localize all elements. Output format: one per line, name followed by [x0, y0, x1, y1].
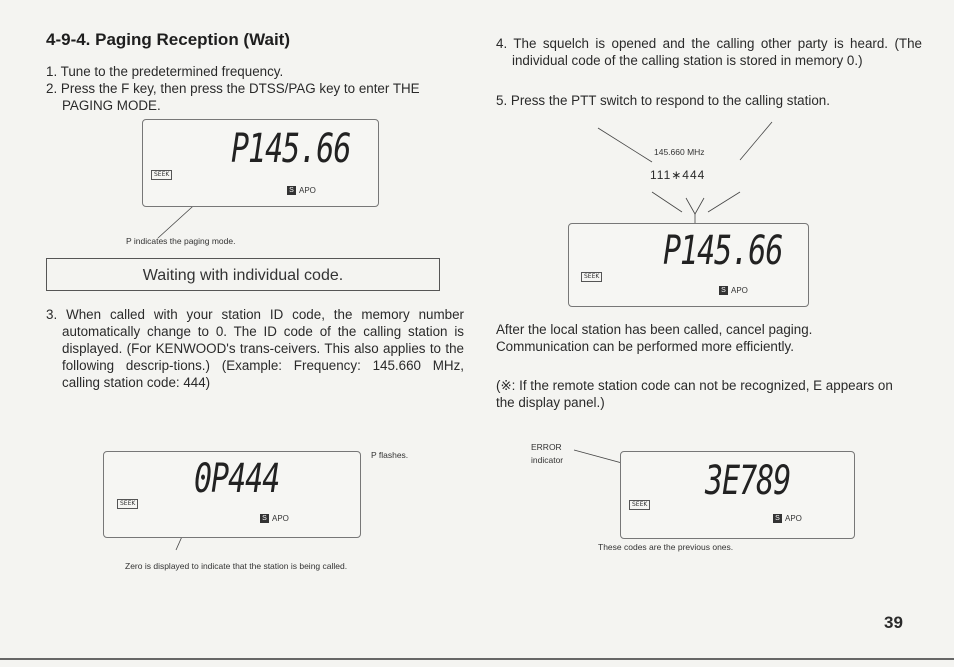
label-p-flashes: P flashes. [371, 450, 409, 460]
caption-previous-codes: These codes are the previous ones. [598, 542, 734, 552]
waiting-box: Waiting with individual code. [46, 258, 440, 291]
lcd-display-error [620, 451, 855, 539]
step-2: 2. Press the F key, then press the DTSS/PAG key to enter THE PAGING MODE. [46, 81, 420, 113]
step-3: 3. When called with your station ID code, the memory number automatically change to 0. The ID code of the calling station is displayed. (For KENWOOD's trans-ceivers. This also applies to the following descrip-tions.) (Example: Frequency: 145.660 MHz, calling station code: 444) [46, 307, 464, 390]
step-1: 1. Tune to the predetermined frequency. [46, 64, 284, 79]
seek-indicator: SEEK [117, 499, 138, 509]
apo-indicator: S APO [287, 186, 316, 195]
section-heading: 4-9-4. Paging Reception (Wait) [46, 30, 291, 49]
footer-rule [0, 658, 954, 660]
lcd-digits: 3E789 [705, 457, 791, 505]
label-indicator: indicator [531, 455, 564, 465]
after-text: After the local station has been called, cancel paging. Communication can be performed more efficiently. [496, 322, 813, 354]
lcd-digits: 0P444 [194, 455, 280, 503]
seek-indicator: SEEK [151, 170, 172, 180]
apo-indicator: S APO [773, 514, 802, 523]
note-text: (※: If the remote station code can not be recognized, E appears on the display panel.) [496, 378, 893, 410]
caption-zero-called: Zero is displayed to indicate that the station is being called. [125, 561, 348, 571]
seek-indicator: SEEK [581, 272, 602, 282]
balloon-frequency: 145.660 MHz [654, 147, 705, 157]
step-5: 5. Press the PTT switch to respond to the calling station. [496, 93, 830, 108]
label-error: ERROR [531, 442, 562, 452]
apo-indicator: S APO [719, 286, 748, 295]
lcd-display-respond [568, 223, 809, 307]
step-4: 4. The squelch is opened and the calling other party is heard. (The individual code of the calling station is stored in memory 0.) [496, 36, 922, 68]
lcd-digits: P145.66 [663, 227, 783, 275]
balloon-code: 111∗444 [650, 168, 706, 182]
apo-indicator: S APO [260, 514, 289, 523]
seek-indicator: SEEK [629, 500, 650, 510]
lcd-digits: P145.66 [231, 125, 351, 173]
lcd-display-paging [142, 119, 379, 207]
page-number: 39 [884, 613, 903, 632]
lcd-display-called [103, 451, 361, 538]
caption-paging-mode: P indicates the paging mode. [126, 236, 236, 246]
